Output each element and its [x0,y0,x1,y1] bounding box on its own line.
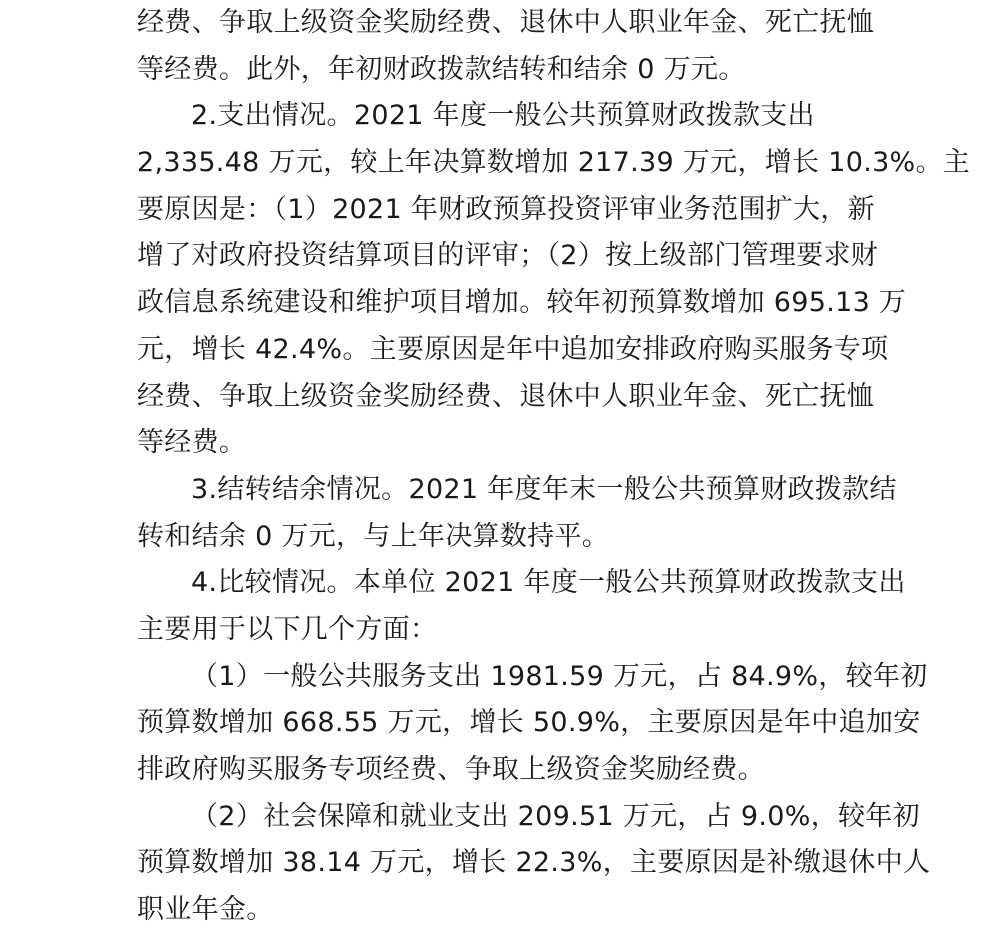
text-line: 排政府购买服务专项经费、争取上级资金奖励经费。 [137,754,765,785]
section-heading-comparison: 4.比较情况。本单位 2021 年度一般公共预算财政拨款支出 [191,567,906,599]
list-item-social-security: （2）社会保障和就业支出 209.51 万元，占 9.0%，较年初 [191,800,920,832]
text-line: 职业年金。 [137,894,274,926]
text-line: 等经费。 [137,427,247,459]
text-line: 政信息系统建设和维护项目增加。较年初预算数增加 695.13 万 [137,287,907,319]
text-line: 主要用于以下几个方面： [137,613,438,645]
text-line: 2,335.48 万元，较上年决算数增加 217.39 万元，增长 10.3%。主 [137,147,971,179]
body-text [137,0,971,934]
section-heading-balance: 3.结转结余情况。2021 年度年末一般公共预算财政拨款结 [191,473,897,505]
text-line: 转和结余 0 万元，与上年决算数持平。 [137,520,610,552]
list-item-public-services: （1）一般公共服务支出 1981.59 万元，占 84.9%，较年初 [191,660,928,692]
section-heading-expenditure: 2.支出情况。2021 年度一般公共预算财政拨款支出 [191,100,815,132]
text-line: 元，增长 42.4%。主要原因是年中追加安排政府购买服务专项 [137,333,889,365]
text-line: 要原因是：（1）2021 年财政预算投资评审业务范围扩大，新 [137,193,875,225]
text-line: 预算数增加 668.55 万元，增长 50.9%，主要原因是年中追加安 [137,707,921,739]
text-line: 经费、争取上级资金奖励经费、退休中人职业年金、死亡抚恤 [137,7,875,38]
text-line: 等经费。此外，年初财政拨款结转和结余 0 万元。 [137,53,746,85]
text-line: 经费、争取上级资金奖励经费、退休中人职业年金、死亡抚恤 [137,380,875,412]
text-line: 预算数增加 38.14 万元，增长 22.3%，主要原因是补缴退休中人 [137,847,931,879]
text-line: 增了对政府投资结算项目的评审；（2）按上级部门管理要求财 [137,240,879,272]
